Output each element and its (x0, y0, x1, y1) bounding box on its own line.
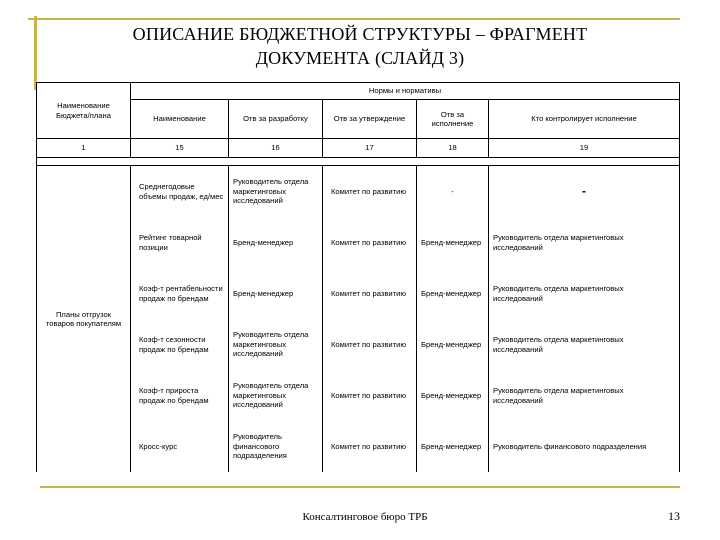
row-exec: Бренд-менеджер (417, 217, 489, 268)
table-row (37, 319, 680, 370)
row-name: Коэф-т рентабельности продаж по брендам (131, 268, 229, 319)
slide-title (60, 22, 660, 70)
decorative-top-line (28, 18, 680, 20)
row-name: Коэф-т сезонности продаж по брендам (131, 319, 229, 370)
row-dev: Бренд-менеджер (229, 217, 323, 268)
header-exec: Отв за исполнение (417, 100, 489, 139)
slide-title-line-2: ДОКУМЕНТА (СЛАЙД 3) (255, 48, 465, 68)
header-name: Наименование (131, 100, 229, 139)
row-approve: Комитет по развитию (323, 268, 417, 319)
col-number-18: 18 (417, 139, 489, 158)
row-dev: Руководитель отдела маркетинговых исследований (229, 370, 323, 421)
row-exec: Бренд-менеджер (417, 319, 489, 370)
row-control: Руководитель отдела маркетинговых исследований (489, 319, 680, 370)
decorative-bottom-line (40, 486, 680, 488)
budget-structure-table (36, 82, 680, 472)
row-name: Среднегодовые объемы продаж, ед/мес (131, 166, 229, 218)
row-dev: Руководитель отдела маркетинговых исследований (229, 319, 323, 370)
row-control: - (489, 166, 680, 218)
table-row (37, 217, 680, 268)
col-number-1: 1 (37, 139, 131, 158)
row-control: Руководитель отдела маркетинговых исследований (489, 217, 680, 268)
col-number-15: 15 (131, 139, 229, 158)
row-exec: Бренд-менеджер (417, 370, 489, 421)
col-number-19: 19 (489, 139, 680, 158)
row-dev: Бренд-менеджер (229, 268, 323, 319)
row-approve: Комитет по развитию (323, 370, 417, 421)
row-exec: Бренд-менеджер (417, 421, 489, 472)
table-row (37, 421, 680, 472)
decorative-left-bar (34, 16, 37, 90)
row-name: Рейтинг товарной позиции (131, 217, 229, 268)
budget-structure-table-wrapper (36, 82, 679, 474)
footer-text: Консалтинговое бюро ТРБ (302, 511, 428, 523)
budget-name-cell: Планы отгрузок товаров покупателям (37, 166, 131, 473)
header-approve: Отв за утверждение (323, 100, 417, 139)
table-row (37, 268, 680, 319)
row-control: Руководитель отдела маркетинговых исследований (489, 370, 680, 421)
table-spacer-row (37, 158, 680, 166)
col-number-16: 16 (229, 139, 323, 158)
row-approve: Комитет по развитию (323, 166, 417, 218)
header-control: Кто контролирует исполнение (489, 100, 680, 139)
row-exec: - (417, 166, 489, 218)
table-row (37, 166, 680, 218)
row-approve: Комитет по развитию (323, 421, 417, 472)
row-name: Кросс-курс (131, 421, 229, 472)
header-dev: Отв за разработку (229, 100, 323, 139)
page-number: 13 (668, 509, 680, 523)
row-name: Коэф-т прироста продаж по брендам (131, 370, 229, 421)
row-approve: Комитет по развитию (323, 217, 417, 268)
slide-title-line-1: ОПИСАНИЕ БЮДЖЕТНОЙ СТРУКТУРЫ – ФРАГМЕНТ (132, 24, 588, 44)
header-budget-name: Наименование Бюджета/плана (37, 83, 131, 139)
row-approve: Комитет по развитию (323, 319, 417, 370)
col-number-17: 17 (323, 139, 417, 158)
row-dev: Руководитель финансового подразделения (229, 421, 323, 472)
row-control: Руководитель отдела маркетинговых исследований (489, 268, 680, 319)
table-row (37, 370, 680, 421)
row-control: Руководитель финансового подразделения (489, 421, 680, 472)
row-exec: Бренд-менеджер (417, 268, 489, 319)
row-dev: Руководитель отдела маркетинговых исследований (229, 166, 323, 218)
header-group-norms: Нормы и нормативы (131, 83, 680, 100)
